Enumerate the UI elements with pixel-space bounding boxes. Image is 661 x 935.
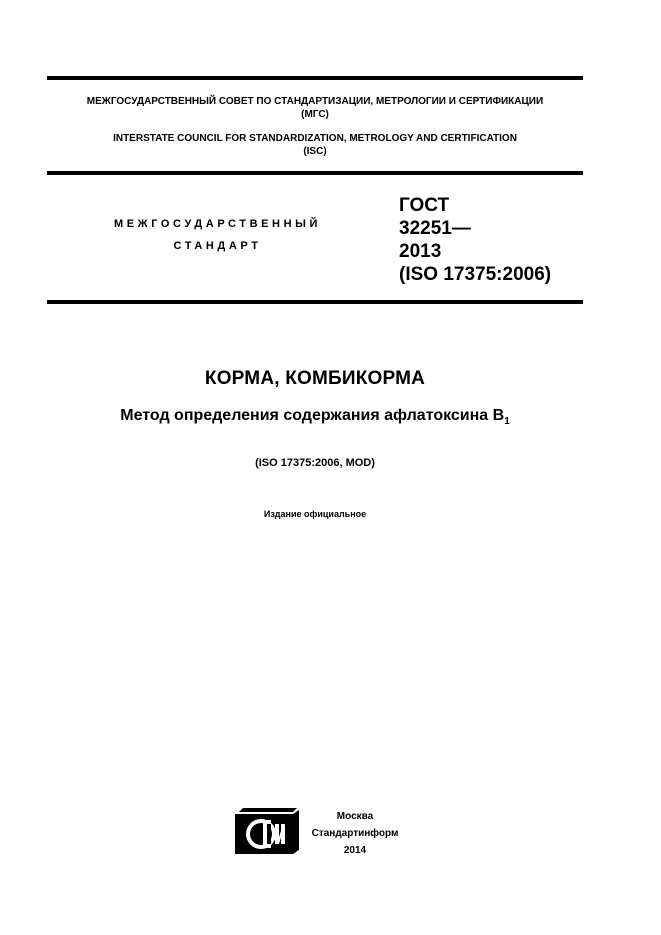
council-name-en [47,132,583,158]
gost-label: ГОСТ [399,195,450,216]
council-name-ru [47,95,583,121]
standard-label-line2: СТАНДАРТ [173,240,262,252]
publisher-info [300,808,410,859]
standard-label-line1: МЕЖГОСУДАРСТВЕННЫЙ [113,218,322,230]
gost-iso-ref: (ISO 17375:2006) [399,264,552,285]
council-abbrev-ru: (МГС) [301,109,329,120]
council-name-ru-line1: МЕЖГОСУДАРСТВЕННЫЙ СОВЕТ ПО СТАНДАРТИЗАЦИИ, МЕТРОЛОГИИ И СЕРТИФИКАЦИИ [86,96,544,107]
middle-rule [47,171,583,175]
gost-code: 32251— [399,218,471,239]
publisher-year: 2014 [343,845,367,856]
council-name-en-line1: INTERSTATE COUNCIL FOR STANDARDIZATION, METROLOGY AND CERTIFICATION [113,133,517,144]
standartinform-logo-icon [235,806,299,856]
document-title: КОРМА, КОМБИКОРМА [204,368,426,389]
iso-modification: (ISO 17375:2006, MOD) [255,457,375,469]
bottom-rule [47,300,583,304]
publisher-name: Стандартинформ [311,828,399,839]
document-subtitle-text: Метод определения содержания афлатоксина B [120,407,505,424]
council-abbrev-en: (ISC) [303,146,327,157]
publisher-city: Москва [336,811,374,822]
document-subtitle [40,407,590,427]
gost-year: 2013 [399,241,442,262]
gost-number [399,194,551,286]
document-subtitle-subscript: 1 [504,416,510,428]
official-edition: Издание официальное [263,509,367,519]
top-rule [47,76,583,80]
